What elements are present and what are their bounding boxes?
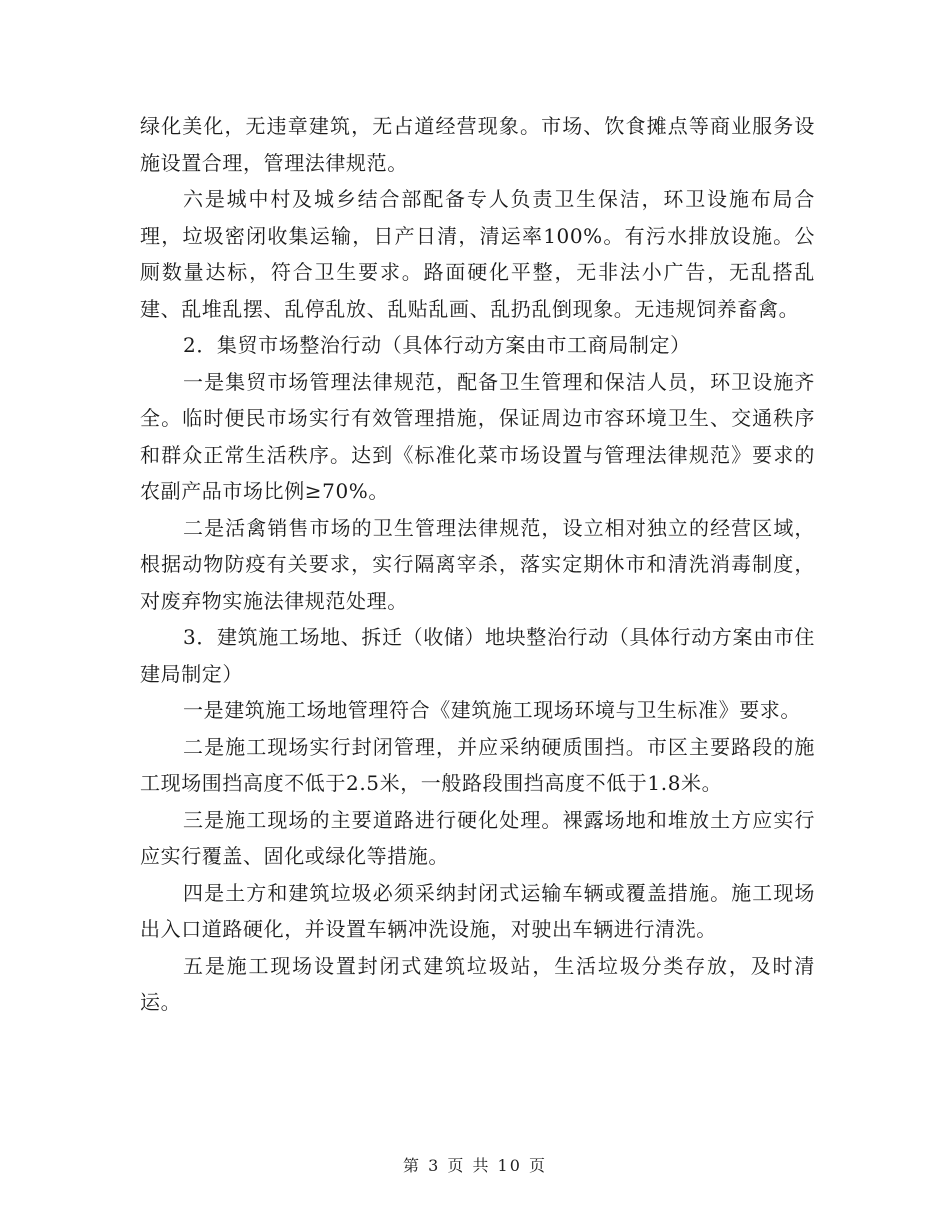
document-body <box>140 108 815 1021</box>
paragraph-4: 一是集贸市场管理法律规范，配备卫生管理和保洁人员，环卫设施齐全。临时便民市场实行有效管理措施，保证周边市容环境卫生、交通秩序和群众正常生活秩序。达到《标准化菜市场设置与管理法律规范》要求的农副产品市场比例≥70%。 <box>140 369 815 503</box>
paragraph-8: 二是施工现场实行封闭管理，并应采纳硬质围挡。市区主要路段的施工现场围挡高度不低于2.5米，一般路段围挡高度不低于1.8米。 <box>140 734 815 795</box>
section-heading-3: 3．建筑施工场地、拆迁（收储）地块整治行动（具体行动方案由市住建局制定） <box>140 625 815 686</box>
paragraph-2: 六是城中村及城乡结合部配备专人负责卫生保洁，环卫设施布局合理，垃圾密闭收集运输，日产日清，清运率100%。有污水排放设施。公厕数量达标，符合卫生要求。路面硬化平整，无非法小广告，无乱搭乱建、乱堆乱摆、乱停乱放、乱贴乱画、乱扔乱倒现象。无违规饲养畜禽。 <box>140 187 815 321</box>
section-heading-2: 2．集贸市场整治行动（具体行动方案由市工商局制定） <box>183 333 691 357</box>
paragraph-11: 五是施工现场设置封闭式建筑垃圾站，生活垃圾分类存放，及时清运。 <box>140 953 815 1014</box>
paragraph-5: 二是活禽销售市场的卫生管理法律规范，设立相对独立的经营区域，根据动物防疫有关要求，实行隔离宰杀，落实定期休市和清洗消毒制度，对废弃物实施法律规范处理。 <box>140 515 815 613</box>
paragraph-10: 四是土方和建筑垃圾必须采纳封闭式运输车辆或覆盖措施。施工现场出入口道路硬化，并设置车辆冲洗设施，对驶出车辆进行清洗。 <box>140 880 815 941</box>
paragraph-1: 绿化美化，无违章建筑，无占道经营现象。市场、饮食摊点等商业服务设施设置合理，管理法律规范。 <box>140 114 815 175</box>
page-number-footer: 第 3 页 共 10 页 <box>403 1156 547 1175</box>
paragraph-9: 三是施工现场的主要道路进行硬化处理。裸露场地和堆放土方应实行应实行覆盖、固化或绿化等措施。 <box>140 807 815 868</box>
paragraph-7: 一是建筑施工场地管理符合《建筑施工现场环境与卫生标准》要求。 <box>183 698 801 722</box>
